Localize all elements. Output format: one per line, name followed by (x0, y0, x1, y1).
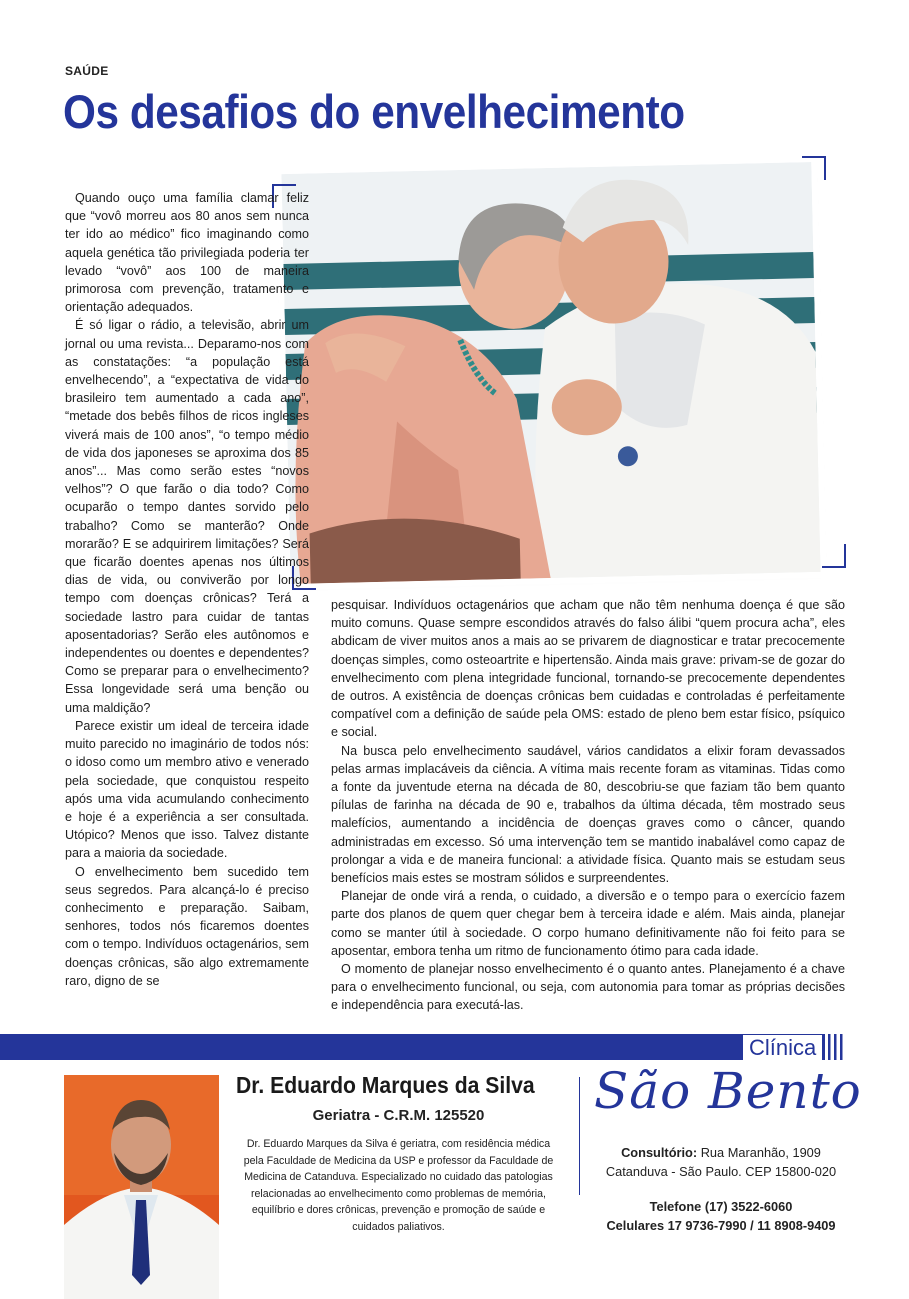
phone-text: Telefone (17) 3522-6060 (649, 1199, 793, 1214)
doctor-name: Dr. Eduardo Marques da Silva (236, 1072, 535, 1098)
cell-text: Celulares 17 9736-7990 / 11 8908-9409 (606, 1218, 836, 1233)
clinic-address (596, 1143, 846, 1181)
paragraph: É só ligar o rádio, a televisão, abrir um jornal ou uma revista... Deparamo-nos com as constatações: “a população está envelhecendo”, a “expectativa de vida do brasileiro tem aumentado a cada ano”, “metade dos bebês filhos de ricos ingleses viverá mais de 100 anos”, “o tempo médio de vida dos japoneses se aproxima dos 85 anos”... Mas como serão estes “novos velhos”? O que farão o dia todo? Como ocuparão o tempo dantes sorvido pelo trabalho? Como se manterão? Onde morarão? E se adquirirem limitações? Será que ficarão doentes apenas nos últimos dias de vida, ou conviverão por longo tempo com doenças crônicas? Terá a sociedade lastro para cuidar de tantas aposentadorias? Serão eles autônomos e independentes ou doentes e dependentes? Como se preparar para o envelhecimento? Essa longevidade será uma benção ou uma maldição? (65, 318, 309, 715)
decorative-lines-icon (826, 1034, 844, 1060)
article-left-column (65, 189, 309, 990)
footer-divider-bar (0, 1034, 825, 1060)
paragraph: O envelhecimento bem sucedido tem seus segredos. Para alcançá-lo é preciso conhecimento e preparação. Saibam, senhores, todos nós ficaremos doentes com o tempo. Indivíduos octagenários, sem doenças crônicas, são algo extremamente raro, digno de se (65, 864, 309, 988)
paragraph: Parece existir um ideal de terceira idade muito parecido no imaginário de todos nós: o idoso como um membro ativo e venerado pela sociedade, que conquistou respeito após uma vida acumulando conhecimento e hoje é a experiência a ser consultada. Utópico? Menos que isso. Talvez distante para a maioria da sociedade. (65, 718, 309, 861)
paragraph: Planejar de onde virá a renda, o cuidado, a diversão e o tempo para o exercício fazem parte dos planos de quem quer chegar bem à terceira idade e além. Mais ainda, planejar como se manter útil à sociedade. O corpo humano definitivamente não foi feito para se aposentar, embora tenha um ritmo de funcionamento ótimo para cada idade. (331, 889, 845, 958)
clinic-label: Clínica (743, 1035, 822, 1061)
elderly-couple-photo (286, 168, 816, 578)
doctor-portrait (64, 1075, 219, 1299)
address-line1: Rua Maranhão, 1909 (700, 1145, 821, 1160)
section-label: SAÚDE (65, 64, 109, 78)
paragraph: pesquisar. Indivíduos octagenários que acham que não têm nenhuma doença é que são muito comuns. Quase sempre escondidos através do falso álibi “quem procura acha”, eles abdicam de viver muitos anos a mais ao se privarem de diagnosticar e tratar precocemente doenças simples, como osteoartrite e hipertensão. Ainda mais grave: privam-se de gozar do envelhecimento com plena integridade funcional, tornando-se precocemente dependentes de outros. A existência de doenças crônicas bem cuidadas e controladas é perfeitamente compatível com a definição de saúde pela OMS: estado de pleno bem estar físico, psíquico e social. (331, 598, 845, 740)
article-title: Os desafios do envelhecimento (63, 85, 685, 138)
address-label: Consultório: (621, 1145, 698, 1160)
doctor-crm: Geriatra - C.R.M. 125520 (312, 1107, 485, 1124)
corner-bracket (802, 156, 826, 180)
article-right-column (331, 596, 845, 1015)
footer-divider-line (579, 1077, 580, 1195)
address-line2: Catanduva - São Paulo. CEP 15800-020 (605, 1164, 837, 1179)
paragraph: O momento de planejar nosso envelhecimento é o quanto antes. Planejamento é a chave para o envelhecimento funcional, ou seja, com autonomia para tomar as próprias decisões e independência para executá-las. (331, 962, 845, 1013)
clinic-contacts (596, 1197, 846, 1235)
paragraph: Quando ouço uma família clamar feliz que “vovô morreu aos 80 anos sem nunca ter ido ao médico” fico imaginando como aquela genética tão privilegiada poderia ter levado “vovô” aos 100 de maneira primorosa com prevenção, tratamento e orientação adequados. (65, 191, 309, 315)
corner-bracket (822, 544, 846, 568)
doctor-bio: Dr. Eduardo Marques da Silva é geriatra, com residência médica pela Faculdade de Medicina da USP e professor da Faculdade de Medicina de Catanduva. Especializado no cuidado das patologias relacionadas ao envelhecimento como problemas de memória, equilíbrio e dores crônicas, prevenção e promoção de saúde e cuidados paliativos. (243, 1138, 554, 1233)
clinic-logo: São Bento (594, 1062, 862, 1120)
paragraph: Na busca pelo envelhecimento saudável, vários candidatos a elixir foram devassados pelas armas implacáveis da ciência. A vítima mais recente foram as vitaminas. Tidas como a fonte da juventude eterna na década de 80, descobriu-se que faziam tão bem quanto pílulas de farinha na década de 90 e, trabalhos da última década, têm mostrado seus malefícios, aumentando a incidência de doenças graves como o câncer, quando administradas em excesso. Só uma intervenção tem se mantido inabalável como capaz de prolongar a vida e de maneira funcional: a atividade física. Quanto mais se estudam seus benefícios mais estes se mostram sólidos e surpreendentes. (331, 743, 845, 886)
